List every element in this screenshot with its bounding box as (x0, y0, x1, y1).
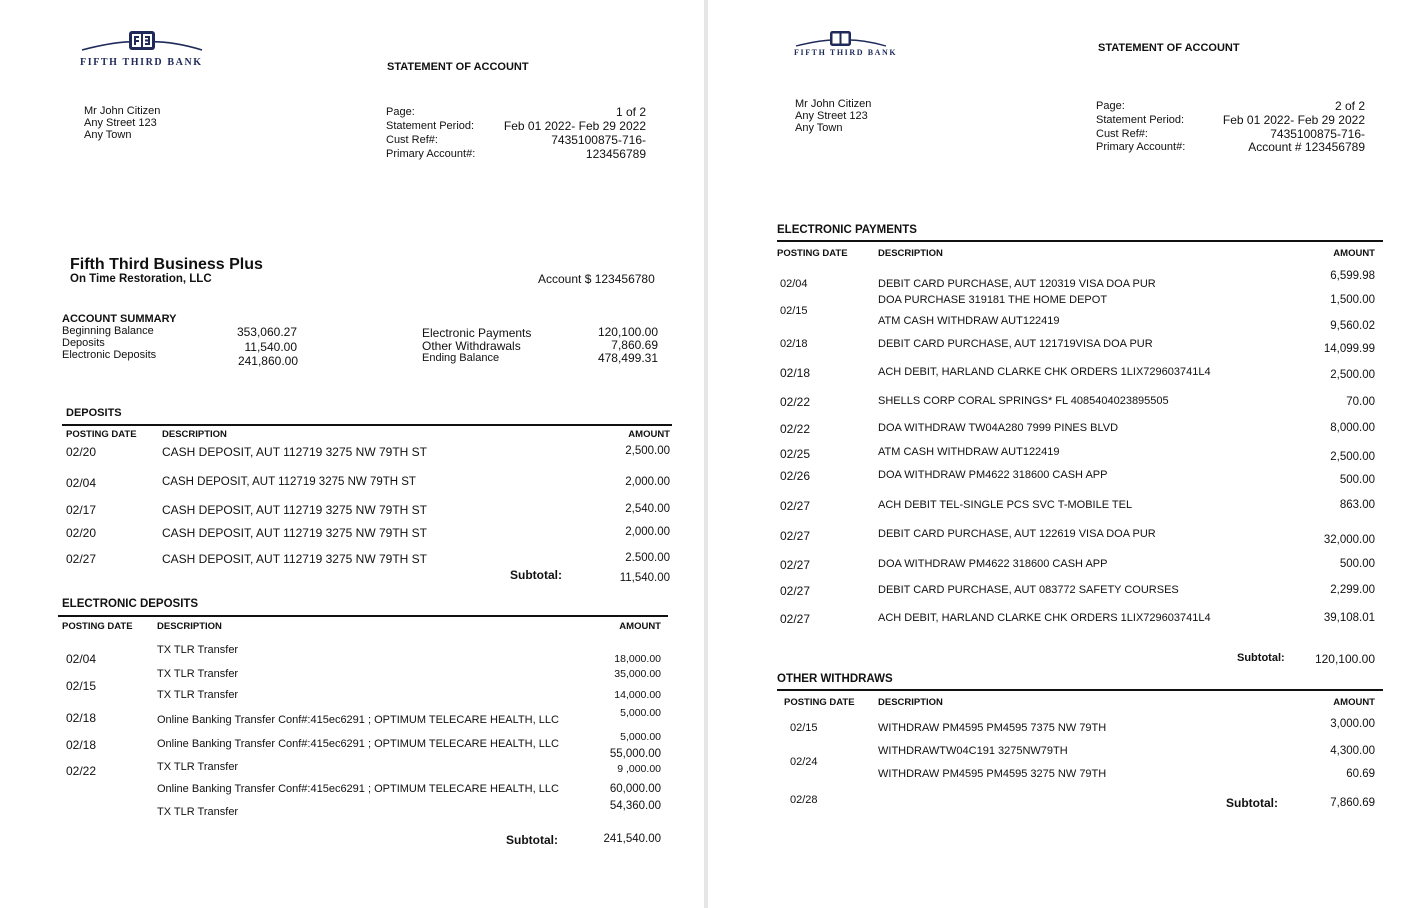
fifth-third-logo-icon (794, 28, 888, 50)
page-value: 2 of 2 (1334, 99, 1365, 113)
column-header-date: POSTING DATE (777, 248, 848, 259)
edeposit-description: Online Banking Transfer Conf#:415ec6291 ; OPTIMUM TELECARE HEALTH, LLC (157, 783, 559, 795)
deposit-date: 02/20 (66, 445, 97, 459)
payment-description: DOA WITHDRAW PM4622 318600 CASH APP (878, 469, 1108, 481)
edeposit-description: TX TLR Transfer (157, 689, 239, 701)
payment-description: DEBIT CARD PURCHASE, AUT 122619 VISA DOA PUR (878, 528, 1156, 540)
deposit-description: CASH DEPOSIT, AUT 112719 3275 NW 79TH ST (162, 503, 427, 517)
payments-subtotal-label: Subtotal: (1237, 652, 1285, 664)
edeposit-amount: 35,000.00 (614, 668, 661, 680)
column-header-amount: AMOUNT (1333, 248, 1375, 259)
withdraws-subtotal-label: Subtotal: (1226, 796, 1278, 810)
payment-date: 02/27 (780, 529, 811, 543)
cust-ref-value: 7435100875-716- (551, 133, 646, 147)
statement-page-1 (0, 0, 704, 908)
section-rule (777, 689, 1383, 691)
page-label: Page: (1096, 100, 1125, 112)
payment-date: 02/22 (780, 395, 811, 409)
address-line: Mr John Citizen (84, 105, 161, 117)
edeposit-date: 02/22 (66, 764, 97, 778)
column-header-description: DESCRIPTION (157, 621, 222, 632)
column-header-date: POSTING DATE (62, 621, 133, 632)
payment-description: DEBIT CARD PURCHASE, AUT 083772 SAFETY COURSES (878, 584, 1179, 596)
payment-date: 02/22 (780, 422, 811, 436)
withdraw-description: WITHDRAW PM4595 PM4595 3275 NW 79TH (878, 768, 1107, 780)
withdraw-date: 02/15 (790, 722, 818, 734)
other-withdraws-title: OTHER WITHDRAWS (777, 673, 893, 685)
period-value: Feb 01 2022- Feb 29 2022 (503, 119, 646, 133)
payment-description: ATM CASH WITHDRAW AUT122419 (878, 315, 1060, 327)
summary-label: Ending Balance (422, 352, 500, 364)
electronic-payments-title: ELECTRONIC PAYMENTS (777, 224, 917, 236)
deposit-date: 02/27 (66, 552, 97, 566)
period-label: Statement Period: (1096, 114, 1185, 126)
payment-description: ACH DEBIT, HARLAND CLARKE CHK ORDERS 1LIX729603741L4 (878, 612, 1211, 624)
withdraw-amount: 3,000.00 (1330, 718, 1375, 730)
payment-date: 02/04 (780, 278, 808, 290)
primary-account-value: Account # 123456789 (1248, 140, 1365, 154)
edeposit-date: 02/18 (66, 738, 97, 752)
deposit-amount: 2,500.00 (625, 445, 670, 457)
withdraw-date: 02/24 (790, 756, 818, 768)
edeposit-date: 02/15 (66, 679, 97, 693)
summary-value: 241,860.00 (237, 354, 298, 368)
edeposit-description: Online Banking Transfer Conf#:415ec6291 ; OPTIMUM TELECARE HEALTH, LLC (157, 714, 559, 726)
summary-label: Electronic Deposits (62, 349, 157, 361)
section-rule (58, 615, 668, 617)
payment-description: ACH DEBIT TEL-SINGLE PCS SVC T-MOBILE TEL (878, 499, 1133, 511)
primary-account-label: Primary Account#: (1096, 141, 1186, 153)
edeposit-amount: 5,000.00 (620, 731, 661, 743)
withdraws-subtotal-value: 7,860.69 (1330, 797, 1375, 809)
address-line: Mr John Citizen (795, 98, 872, 110)
edeposit-amount: 14,000.00 (614, 689, 661, 701)
deposit-description: CASH DEPOSIT, AUT 112719 3275 NW 79TH ST (162, 445, 427, 459)
column-header-description: DESCRIPTION (878, 697, 943, 708)
summary-value: 353,060.27 (236, 325, 297, 339)
deposit-date: 02/20 (66, 526, 97, 540)
edeposit-description: TX TLR Transfer (157, 668, 239, 680)
edeposit-amount: 60,000.00 (609, 783, 661, 795)
statement-page-2 (708, 0, 1412, 908)
column-header-description: DESCRIPTION (162, 429, 227, 440)
payment-amount: 9,560.02 (1330, 320, 1375, 332)
deposit-amount: 2,000.00 (625, 476, 670, 488)
payment-amount: 70.00 (1346, 396, 1375, 408)
summary-label: Deposits (62, 337, 105, 349)
bank-name: FIFTH THIRD BANK (80, 57, 203, 68)
cust-ref-label: Cust Ref#: (1096, 128, 1148, 140)
payment-date: 02/25 (780, 447, 811, 461)
withdraw-description: WITHDRAWTW04C191 3275NW79TH (878, 745, 1068, 757)
address-line: Any Street 123 (84, 117, 157, 129)
edeposit-description: TX TLR Transfer (157, 761, 239, 773)
edeposit-date: 02/18 (66, 711, 97, 725)
summary-label: Electronic Payments (422, 326, 532, 340)
fifth-third-logo-icon (80, 28, 205, 54)
primary-account-value: 123456789 (585, 147, 646, 161)
electronic-deposits-title: ELECTRONIC DEPOSITS (62, 598, 199, 610)
payment-description: DOA WITHDRAW PM4622 318600 CASH APP (878, 558, 1108, 570)
payment-amount: 2,500.00 (1330, 369, 1375, 381)
payments-subtotal-value: 120,100.00 (1314, 652, 1375, 666)
payment-description: DEBIT CARD PURCHASE, AUT 120319 VISA DOA PUR (878, 278, 1156, 290)
summary-value: 120,100.00 (597, 325, 658, 339)
edeposit-amount: 54,360.00 (609, 800, 661, 812)
page-label: Page: (386, 106, 415, 118)
withdraw-amount: 60.69 (1346, 768, 1375, 780)
payment-amount: 2,500.00 (1330, 451, 1375, 463)
payment-date: 02/15 (780, 305, 808, 317)
company-name: On Time Restoration, LLC (70, 273, 212, 285)
edeposit-description: TX TLR Transfer (157, 806, 239, 818)
deposits-title: DEPOSITS (66, 407, 122, 419)
payment-amount: 32,000.00 (1323, 534, 1375, 546)
deposit-amount: 2.500.00 (625, 552, 670, 564)
payment-description: DOA WITHDRAW TW04A280 7999 PINES BLVD (878, 422, 1119, 434)
address-line: Any Town (84, 129, 132, 141)
summary-value: 478,499.31 (597, 351, 658, 365)
statement-title: STATEMENT OF ACCOUNT (1098, 42, 1240, 54)
statement-title: STATEMENT OF ACCOUNT (387, 61, 529, 73)
payment-amount: 39,108.01 (1323, 612, 1375, 624)
edeposits-subtotal-value: 241,540.00 (603, 833, 661, 845)
edeposit-date: 02/04 (66, 652, 97, 666)
deposit-description: CASH DEPOSIT, AUT 112719 3275 NW 79TH ST (162, 476, 416, 488)
payment-date: 02/18 (780, 366, 811, 380)
address-line: Any Town (795, 122, 843, 134)
payment-date: 02/27 (780, 584, 811, 598)
deposit-amount: 2,000.00 (625, 526, 670, 538)
payment-amount: 8,000.00 (1330, 422, 1375, 434)
payment-amount: 2,299.00 (1330, 584, 1375, 596)
payment-date: 02/27 (780, 612, 811, 626)
payment-description: ACH DEBIT, HARLAND CLARKE CHK ORDERS 1LIX729603741L4 (878, 366, 1211, 378)
summary-label: Beginning Balance (62, 325, 154, 337)
section-rule (62, 424, 672, 426)
column-header-amount: AMOUNT (619, 621, 661, 632)
column-header-date: POSTING DATE (66, 429, 137, 440)
account-number: Account $ 123456780 (538, 272, 655, 286)
period-label: Statement Period: (386, 120, 475, 132)
summary-label: Other Withdrawals (422, 339, 521, 353)
payment-date: 02/18 (780, 338, 808, 350)
column-header-amount: AMOUNT (628, 429, 670, 440)
account-summary-title: ACCOUNT SUMMARY (62, 313, 177, 325)
edeposits-subtotal-label: Subtotal: (506, 833, 558, 847)
product-name: Fifth Third Business Plus (70, 256, 263, 273)
column-header-date: POSTING DATE (784, 697, 855, 708)
payment-description: DOA PURCHASE 319181 THE HOME DEPOT (878, 294, 1108, 306)
withdraw-description: WITHDRAW PM4595 PM4595 7375 NW 79TH (878, 722, 1107, 734)
withdraw-amount: 4,300.00 (1330, 745, 1375, 757)
summary-value: 11,540.00 (244, 340, 297, 354)
edeposit-description: TX TLR Transfer (157, 644, 239, 656)
primary-account-label: Primary Account#: (386, 148, 476, 160)
payment-description: ATM CASH WITHDRAW AUT122419 (878, 446, 1060, 458)
edeposit-amount: 5,000.00 (620, 707, 661, 719)
column-header-description: DESCRIPTION (878, 248, 943, 259)
payment-date: 02/27 (780, 558, 811, 572)
payment-amount: 6,599.98 (1330, 270, 1375, 282)
deposit-description: CASH DEPOSIT, AUT 112719 3275 NW 79TH ST (162, 552, 427, 566)
deposit-date: 02/04 (66, 476, 97, 490)
deposits-subtotal-label: Subtotal: (510, 568, 562, 582)
payment-amount: 500.00 (1339, 558, 1375, 570)
cust-ref-value: 7435100875-716- (1270, 127, 1365, 141)
deposit-amount: 2,540.00 (625, 503, 670, 515)
edeposit-amount: 55,000.00 (609, 748, 661, 760)
payment-amount: 1,500.00 (1330, 294, 1375, 306)
column-header-amount: AMOUNT (1333, 697, 1375, 708)
bank-name: FIFTH THIRD BANK (794, 48, 898, 57)
period-value: Feb 01 2022- Feb 29 2022 (1222, 113, 1365, 127)
edeposit-description: Online Banking Transfer Conf#:415ec6291 ; OPTIMUM TELECARE HEALTH, LLC (157, 738, 559, 750)
deposit-description: CASH DEPOSIT, AUT 112719 3275 NW 79TH ST (162, 526, 427, 540)
address-line: Any Street 123 (795, 110, 868, 122)
payment-date: 02/27 (780, 499, 811, 513)
edeposit-amount: 18,000.00 (614, 653, 661, 665)
summary-value: 7,860.69 (611, 338, 658, 352)
payment-amount: 863.00 (1339, 499, 1375, 511)
payment-description: DEBIT CARD PURCHASE, AUT 121719VISA DOA PUR (878, 338, 1153, 350)
payment-amount: 500.00 (1339, 474, 1375, 486)
payment-description: SHELLS CORP CORAL SPRINGS* FL 4085404023895505 (878, 395, 1169, 407)
payment-date: 02/26 (780, 469, 811, 483)
deposits-subtotal-value: 11,540.00 (619, 572, 670, 584)
customer-address (795, 98, 871, 134)
page-value: 1 of 2 (615, 105, 646, 119)
deposit-date: 02/17 (66, 503, 97, 517)
edeposit-amount: 9 ,000.00 (617, 763, 661, 775)
customer-address (84, 105, 160, 141)
withdraw-date: 02/28 (790, 794, 818, 806)
section-rule (777, 240, 1383, 242)
payment-amount: 14,099.99 (1323, 343, 1375, 355)
cust-ref-label: Cust Ref#: (386, 134, 438, 146)
